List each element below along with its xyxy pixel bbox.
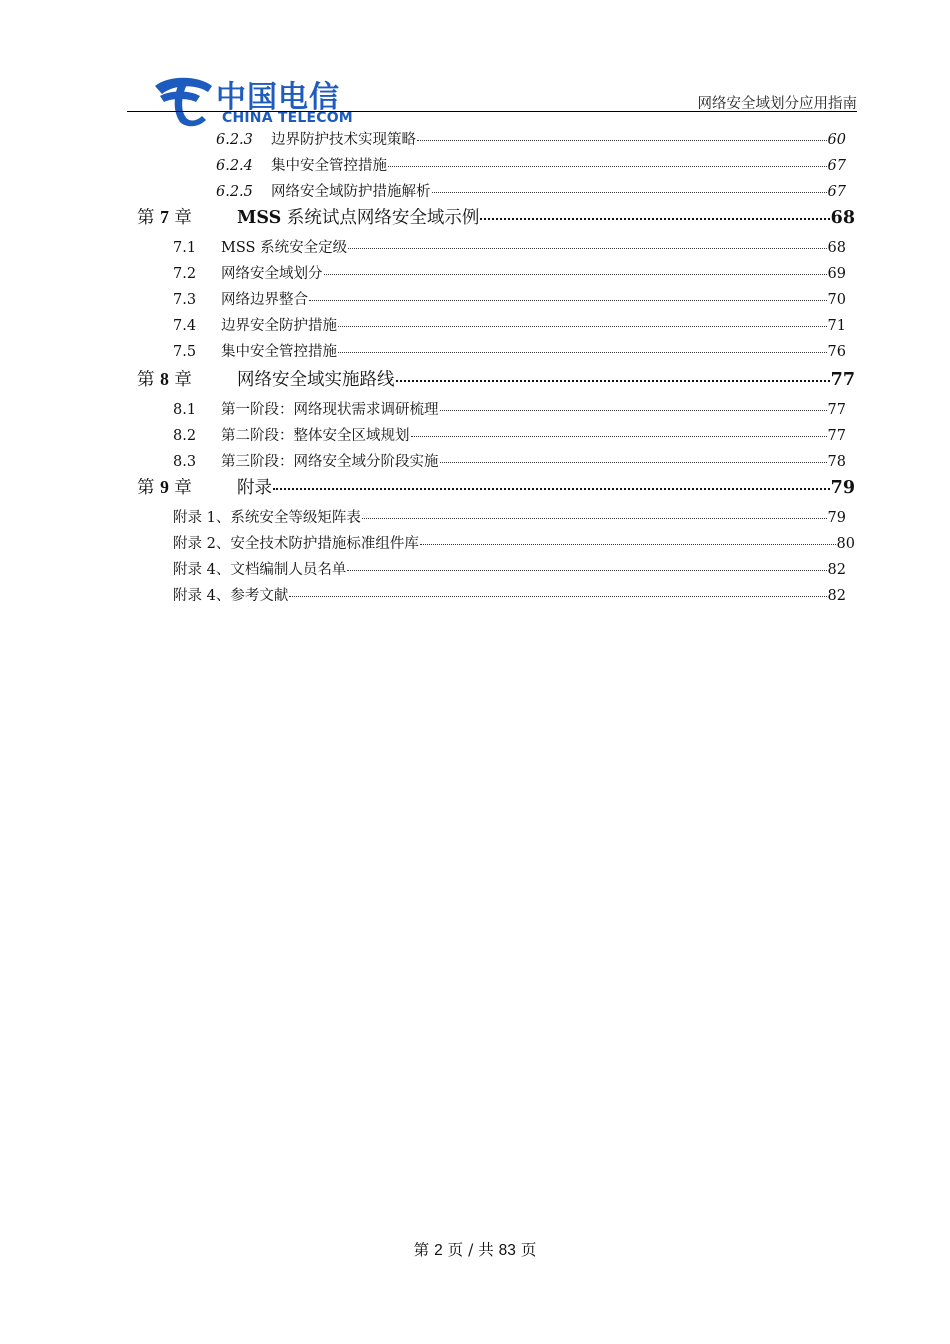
toc-chapter-number: 第 9 章 <box>137 477 192 498</box>
toc-leader <box>417 140 827 141</box>
toc-title: 网络安全域防护措施解析 <box>271 184 431 200</box>
toc-chapter-9[interactable] <box>137 474 855 499</box>
toc-leader <box>348 248 826 249</box>
toc-appendix-4[interactable] <box>173 584 846 605</box>
toc-number: 6.2.5 <box>216 184 253 200</box>
toc-title: 第一阶段：网络现状需求调研梳理 <box>221 402 439 418</box>
toc-page: 79 <box>827 510 846 526</box>
toc-number: 8.2 <box>173 428 197 444</box>
toc-leader <box>440 410 827 411</box>
toc-number: 7.1 <box>173 240 197 256</box>
toc-page: 79 <box>830 478 855 498</box>
logo-english-text: CHINA TELECOM <box>222 110 353 126</box>
toc-chapter-number: 第 8 章 <box>137 369 192 390</box>
toc-number: 7.2 <box>173 266 197 282</box>
toc-leader <box>411 436 827 437</box>
toc-entry-7-4[interactable] <box>173 314 846 335</box>
header-divider <box>127 111 857 112</box>
toc-chapter-title: 附录 <box>237 478 272 498</box>
page-number-footer: 第 2 页 / 共 83 页 <box>413 1241 537 1259</box>
toc-appendix-3[interactable] <box>173 558 846 579</box>
toc-page: 69 <box>827 266 846 282</box>
toc-page: 78 <box>827 454 846 470</box>
toc-entry-7-5[interactable] <box>173 340 846 361</box>
toc-title: 附录 2、安全技术防护措施标准组件库 <box>173 536 419 552</box>
toc-title: 边界安全防护措施 <box>221 318 337 334</box>
document-title: 网络安全域划分应用指南 <box>697 96 857 112</box>
toc-leader <box>309 300 827 301</box>
toc-title: 集中安全管控措施 <box>271 158 387 174</box>
toc-number: 7.4 <box>173 318 197 334</box>
toc-page: 80 <box>836 536 855 552</box>
toc-page: 60 <box>827 132 846 148</box>
toc-title: 第三阶段：网络安全域分阶段实施 <box>221 454 439 470</box>
toc-chapter-8[interactable] <box>137 366 855 391</box>
toc-title: MSS 系统安全定级 <box>221 240 348 256</box>
toc-leader <box>432 192 827 193</box>
toc-leader <box>440 462 827 463</box>
toc-entry-6-2-5[interactable] <box>216 180 846 201</box>
toc-leader <box>338 326 827 327</box>
current-page: 2 <box>434 1242 443 1259</box>
toc-page: 77 <box>830 370 855 390</box>
toc-page: 68 <box>830 208 855 228</box>
toc-chapter-7[interactable] <box>137 204 855 229</box>
toc-page: 70 <box>827 292 846 308</box>
total-pages: 83 <box>498 1242 516 1259</box>
toc-leader <box>273 488 830 490</box>
toc-title: 附录 4、文档编制人员名单 <box>173 562 347 578</box>
toc-number: 8.3 <box>173 454 197 470</box>
toc-page: 77 <box>827 428 846 444</box>
toc-title: 附录 1、系统安全等级矩阵表 <box>173 510 361 526</box>
toc-title: 边界防护技术实现策略 <box>271 132 416 148</box>
toc-page: 77 <box>827 402 846 418</box>
toc-leader <box>420 544 836 545</box>
toc-leader <box>338 352 827 353</box>
toc-leader <box>324 274 827 275</box>
toc-entry-8-1[interactable] <box>173 398 846 419</box>
toc-entry-8-3[interactable] <box>173 450 846 471</box>
toc-leader <box>396 380 830 382</box>
toc-entry-7-3[interactable] <box>173 288 846 309</box>
toc-appendix-1[interactable] <box>173 506 846 527</box>
toc-page: 67 <box>827 158 846 174</box>
toc-title: 集中安全管控措施 <box>221 344 337 360</box>
toc-chapter-title: 网络安全域实施路线 <box>237 370 395 390</box>
toc-chapter-number: 第 7 章 <box>137 207 192 228</box>
toc-page: 82 <box>827 588 846 604</box>
toc-page: 68 <box>827 240 846 256</box>
toc-page: 67 <box>827 184 846 200</box>
toc-chapter-title: MSS 系统试点网络安全域示例 <box>237 208 480 228</box>
toc-leader <box>347 570 826 571</box>
toc-number: 7.3 <box>173 292 197 308</box>
toc-number: 8.1 <box>173 402 197 418</box>
toc-entry-6-2-4[interactable] <box>216 154 846 175</box>
toc-title: 网络边界整合 <box>221 292 308 308</box>
toc-title: 第二阶段：整体安全区域规划 <box>221 428 410 444</box>
logo-chinese-text: 中国电信 <box>216 80 340 115</box>
toc-entry-7-1[interactable] <box>173 236 846 257</box>
toc-page: 71 <box>827 318 846 334</box>
toc-leader <box>362 518 827 519</box>
toc-entry-6-2-3[interactable] <box>216 128 846 149</box>
toc-page: 76 <box>827 344 846 360</box>
toc-entry-7-2[interactable] <box>173 262 846 283</box>
toc-leader <box>480 218 829 220</box>
toc-page: 82 <box>827 562 846 578</box>
toc-entry-8-2[interactable] <box>173 424 846 445</box>
toc-leader <box>289 596 826 597</box>
toc-number: 7.5 <box>173 344 197 360</box>
toc-title: 附录 4、参考文献 <box>173 588 289 604</box>
toc-title: 网络安全域划分 <box>221 266 323 282</box>
toc-leader <box>388 166 827 167</box>
toc-number: 6.2.4 <box>216 158 253 174</box>
toc-appendix-2[interactable] <box>173 532 855 553</box>
toc-number: 6.2.3 <box>216 132 253 148</box>
